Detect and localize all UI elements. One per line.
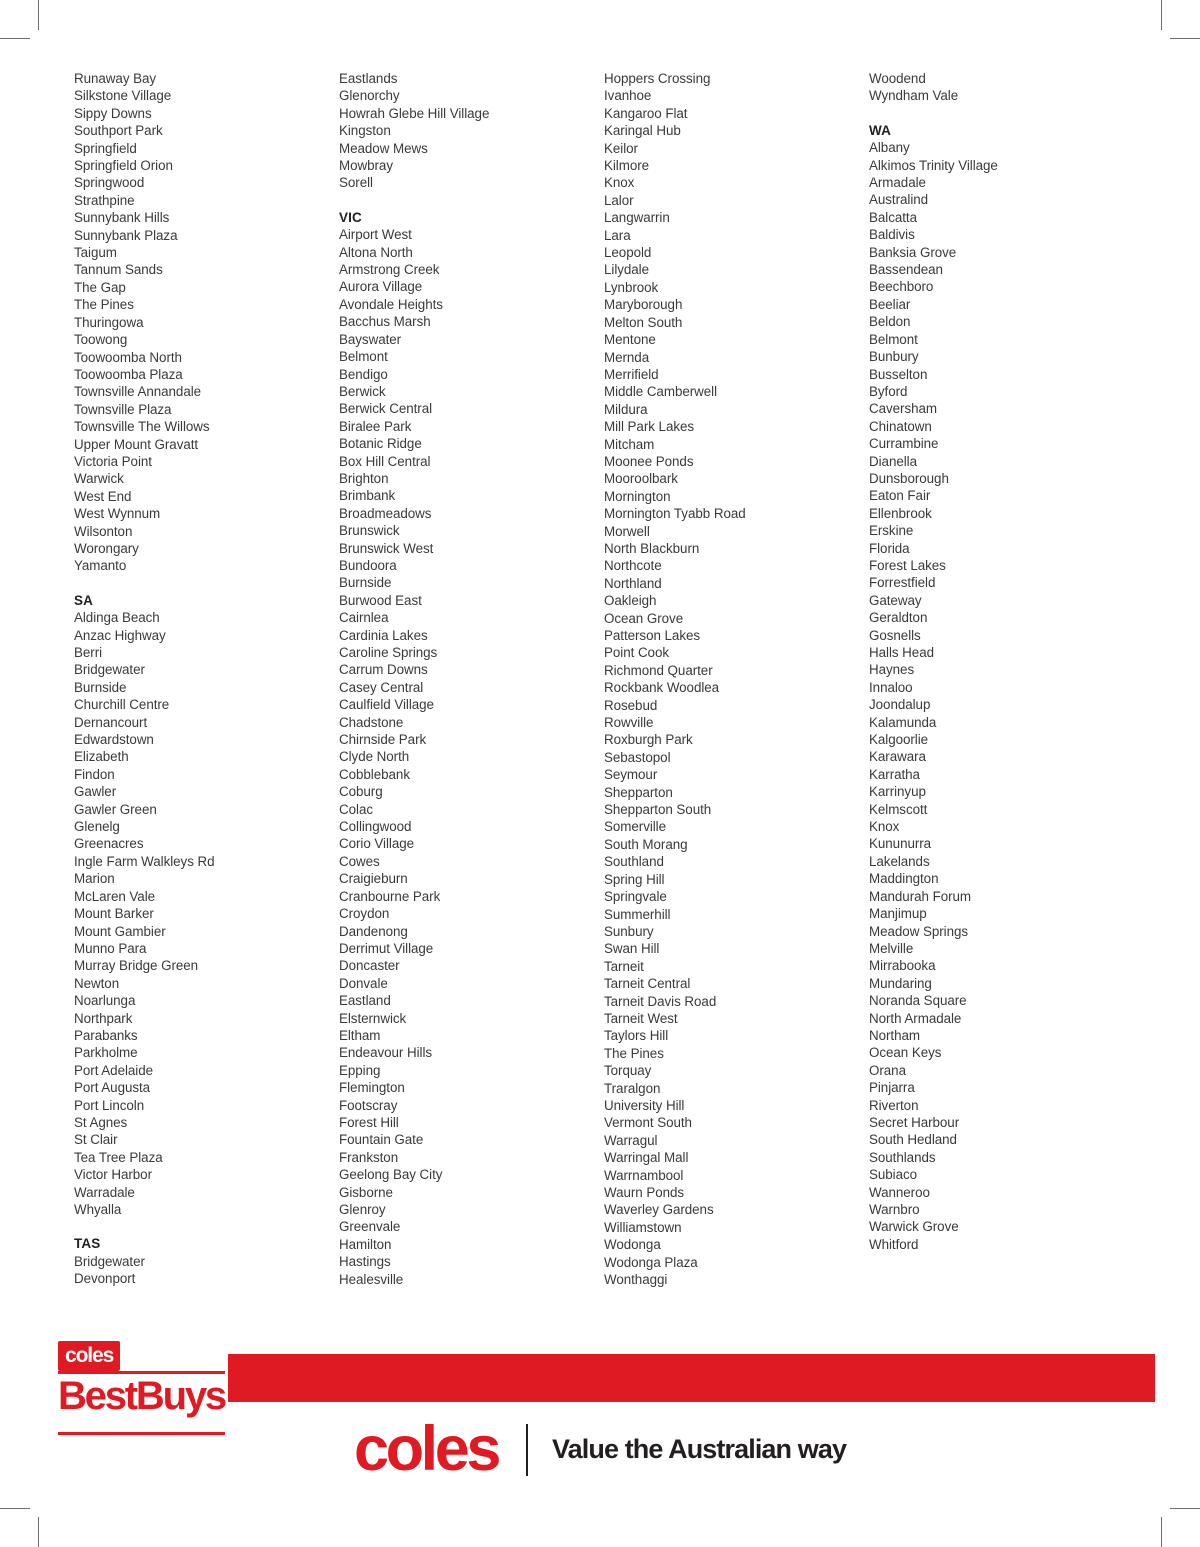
store-name: Traralgon [604, 1080, 661, 1096]
store-name: Dandenong [339, 923, 408, 939]
store-name: Southport Park [74, 123, 163, 139]
store-name: Lilydale [604, 262, 650, 278]
store-name: Byford [869, 383, 908, 399]
store-name: The Pines [604, 1045, 664, 1061]
store-name: Langwarrin [604, 210, 670, 226]
store-name: Hamilton [339, 1236, 392, 1252]
store-name: Melville [869, 940, 914, 956]
store-name: Oakleigh [604, 593, 657, 609]
store-name: Torquay [604, 1063, 652, 1079]
store-name: Beldon [869, 314, 911, 330]
store-name: Altona North [339, 244, 413, 260]
store-name: Carrum Downs [339, 662, 428, 678]
store-name: Croydon [339, 906, 390, 922]
store-name: Elsternwick [339, 1010, 407, 1026]
store-name: Southland [604, 854, 664, 870]
store-name: Glenroy [339, 1202, 386, 1217]
store-name: Currambine [869, 436, 939, 452]
store-name: Bayswater [339, 331, 402, 347]
store-name: Townsville The Willows [74, 419, 210, 435]
store-name: Armadale [869, 175, 926, 191]
store-name: Point Cook [604, 645, 670, 661]
store-name: Joondalup [869, 697, 931, 713]
store-name: Summerhill [604, 906, 671, 922]
store-name: Berri [74, 645, 103, 660]
store-name: Colac [339, 801, 373, 817]
store-name: Waurn Ponds [604, 1185, 685, 1200]
store-name: Halls Head [869, 645, 934, 660]
store-name: Seymour [604, 767, 658, 783]
store-name: Churchill Centre [74, 697, 170, 713]
store-name: Lakelands [869, 853, 930, 869]
store-name: Victor Harbor [74, 1167, 152, 1183]
store-name: Tannum Sands [74, 262, 163, 278]
store-name: Footscray [339, 1097, 398, 1113]
best-buys-wordmark: BestBuys [58, 1374, 225, 1418]
store-name: Keilor [604, 140, 638, 156]
store-name: Maryborough [604, 297, 683, 313]
store-name: Caroline Springs [339, 645, 438, 660]
store-name: Burwood East [339, 592, 422, 608]
store-name: Silkstone Village [74, 88, 172, 104]
store-name: Rockbank Woodlea [604, 680, 720, 696]
coles-wordmark: coles [353, 1414, 499, 1484]
store-name: Balcatta [869, 209, 917, 225]
store-name: Fountain Gate [339, 1132, 424, 1148]
store-name: Mornington [604, 488, 671, 504]
store-name: Dunsborough [869, 470, 949, 486]
store-name: Anzac Highway [74, 627, 166, 643]
store-name: Thuringowa [74, 314, 144, 330]
store-name: Secret Harbour [869, 1114, 960, 1130]
store-name: Vermont South [604, 1115, 692, 1131]
masterbrand-divider [526, 1424, 528, 1476]
store-name: Toowoomba Plaza [74, 366, 183, 382]
crop-mark-bottom-left-vertical [38, 1517, 39, 1547]
store-name: Williamstown [604, 1219, 682, 1235]
store-name: Pinjarra [869, 1080, 915, 1096]
store-name: Dernancourt [74, 714, 148, 730]
store-name: Ellenbrook [869, 505, 932, 521]
store-name: Sunbury [604, 923, 654, 939]
store-name: Karratha [869, 766, 920, 782]
store-name: Richmond Quarter [604, 662, 713, 678]
crop-mark-bottom-right-vertical [1161, 1517, 1162, 1547]
store-name: Subiaco [869, 1167, 918, 1183]
store-name: Erskine [869, 523, 914, 539]
store-name: Melton South [604, 314, 683, 330]
store-name: Mandurah Forum [869, 888, 972, 904]
store-name: Bendigo [339, 366, 388, 382]
store-name: Mornington Tyabb Road [604, 506, 746, 522]
store-name: Hastings [339, 1254, 391, 1270]
store-name: Moonee Ponds [604, 453, 694, 469]
store-name: Taigum [74, 245, 117, 261]
store-name: Swan Hill [604, 941, 660, 957]
store-name: Wanneroo [869, 1184, 930, 1200]
store-name: Taylors Hill [604, 1028, 669, 1044]
store-name: Meadow Mews [339, 140, 428, 156]
store-name: Australind [869, 192, 929, 208]
store-name: The Gap [74, 279, 126, 295]
store-name: Townsville Plaza [74, 401, 172, 417]
store-name: Mount Gambier [74, 923, 166, 939]
store-name: Forest Hill [339, 1114, 399, 1130]
store-name: Chinatown [869, 418, 932, 434]
store-name: Bridgewater [74, 1253, 145, 1269]
store-name: Wodonga Plaza [604, 1254, 698, 1270]
store-name: Knox [869, 819, 900, 835]
store-name: Gisborne [339, 1184, 393, 1200]
store-name: Roxburgh Park [604, 732, 693, 748]
store-name: Geraldton [869, 610, 928, 626]
store-name: Forrestfield [869, 575, 936, 591]
store-name: Sunnybank Hills [74, 210, 170, 226]
store-name: Donvale [339, 975, 388, 991]
store-name: Knox [604, 175, 635, 191]
store-name: South Morang [604, 836, 688, 852]
store-name: Banksia Grove [869, 244, 957, 260]
store-name: Haynes [869, 662, 915, 678]
store-name: North Armadale [869, 1010, 962, 1026]
store-name: Wilsonton [74, 523, 133, 539]
store-name: Whyalla [74, 1202, 122, 1217]
store-name: Brunswick [339, 523, 400, 539]
store-name: Northam [869, 1027, 920, 1043]
store-name: Sippy Downs [74, 105, 152, 121]
store-name: Ivanhoe [604, 88, 652, 104]
store-name: Gosnells [869, 627, 921, 643]
store-name: Bridgewater [74, 662, 145, 678]
store-name: Warwick [74, 471, 124, 487]
red-banner-bar [228, 1354, 1155, 1402]
store-name: Kelmscott [869, 801, 928, 817]
store-name: Collingwood [339, 819, 412, 835]
store-name: Ocean Keys [869, 1045, 942, 1061]
store-name: Noarlunga [74, 993, 136, 1009]
store-name: Frankston [339, 1149, 399, 1165]
crop-mark-top-right-horizontal [1170, 38, 1200, 39]
store-name: Warwick Grove [869, 1219, 959, 1235]
store-name: Toowong [74, 332, 128, 348]
store-name: Springfield [74, 140, 137, 156]
store-name: Riverton [869, 1097, 919, 1113]
store-name: Forest Lakes [869, 557, 946, 573]
store-name: Toowoomba North [74, 349, 182, 365]
store-name: Shepparton South [604, 802, 712, 818]
store-name: Edwardstown [74, 732, 154, 748]
store-name: Kilmore [604, 158, 650, 174]
crop-mark-bottom-right-horizontal [1170, 1508, 1200, 1509]
store-name: Maddington [869, 871, 939, 887]
store-name: Lalor [604, 192, 634, 208]
store-name: Albany [869, 140, 910, 156]
store-name: Springwood [74, 175, 145, 191]
store-name: Belmont [339, 349, 388, 365]
store-name: Ingle Farm Walkleys Rd [74, 853, 215, 869]
store-name: Eastlands [339, 71, 398, 86]
store-name: Glenorchy [339, 88, 400, 104]
store-name: Kangaroo Flat [604, 105, 688, 121]
store-name: Upper Mount Gravatt [74, 436, 199, 452]
state-heading-tas: TAS [74, 1236, 101, 1252]
store-name: Somerville [604, 819, 667, 835]
store-name: Devonport [74, 1271, 136, 1287]
store-name: Noranda Square [869, 993, 967, 1009]
store-name: Wyndham Vale [869, 88, 959, 104]
store-name: Tarneit West [604, 1010, 678, 1026]
store-name: Mowbray [339, 158, 393, 174]
store-name: Botanic Ridge [339, 436, 422, 452]
store-name: Gawler Green [74, 801, 157, 817]
store-name: Leopold [604, 245, 652, 261]
store-name: Howrah Glebe Hill Village [339, 105, 490, 121]
store-name: Southlands [869, 1149, 936, 1165]
store-name: Mooroolbark [604, 471, 678, 487]
state-heading-vic: VIC [339, 209, 362, 225]
store-name: Chadstone [339, 714, 404, 730]
store-name: Bundoora [339, 557, 397, 573]
store-name: Kingston [339, 123, 391, 139]
store-name: Brunswick West [339, 540, 434, 556]
store-name: Woodend [869, 71, 926, 86]
store-name: Gateway [869, 592, 922, 608]
store-name: Spring Hill [604, 871, 665, 887]
store-name: Mount Barker [74, 906, 154, 922]
store-name: Cranbourne Park [339, 888, 441, 904]
store-name: Geelong Bay City [339, 1167, 443, 1183]
store-column-4 [869, 70, 1124, 1253]
store-name: Karawara [869, 749, 926, 765]
store-name: Bacchus Marsh [339, 314, 431, 330]
store-name: Chirnside Park [339, 732, 427, 748]
store-name: Bassendean [869, 262, 943, 278]
store-name: West End [74, 488, 132, 504]
store-name: Patterson Lakes [604, 628, 701, 643]
store-name: Townsville Annandale [74, 384, 202, 400]
store-name: Sunnybank Plaza [74, 227, 178, 243]
store-name: Springvale [604, 889, 667, 905]
store-name: Tarneit Central [604, 976, 691, 992]
store-name: Warnbro [869, 1202, 920, 1217]
store-name: Springfield Orion [74, 158, 173, 174]
store-column-1 [74, 70, 339, 1288]
store-name: Burnside [339, 575, 392, 591]
store-name: Broadmeadows [339, 505, 432, 521]
store-name: Marion [74, 871, 115, 887]
store-name: Cairnlea [339, 610, 389, 626]
store-list [74, 70, 1124, 1288]
store-name: West Wynnum [74, 506, 161, 522]
store-name: Clyde North [339, 749, 410, 765]
store-name: Whitford [869, 1236, 919, 1252]
store-name: Mill Park Lakes [604, 419, 695, 435]
store-name: Strathpine [74, 192, 135, 208]
store-name: Elizabeth [74, 749, 129, 765]
store-name: Mundaring [869, 975, 932, 991]
store-name: Beeliar [869, 296, 911, 312]
store-name: Karrinyup [869, 784, 926, 800]
store-name: Healesville [339, 1271, 404, 1287]
store-name: Doncaster [339, 958, 400, 974]
store-name: Northcote [604, 558, 662, 574]
store-name: The Pines [74, 297, 134, 313]
store-name: Northland [604, 575, 662, 591]
store-name: South Hedland [869, 1132, 957, 1148]
store-name: Kalamunda [869, 714, 937, 730]
store-name: Munno Para [74, 940, 147, 956]
store-name: Middle Camberwell [604, 384, 718, 400]
store-name: Northpark [74, 1010, 133, 1026]
store-name: McLaren Vale [74, 888, 156, 904]
store-name: Glenelg [74, 819, 120, 835]
store-name: Craigieburn [339, 871, 408, 887]
store-name: Biralee Park [339, 418, 412, 434]
store-name: Bunbury [869, 349, 919, 365]
store-name: Flemington [339, 1080, 405, 1096]
store-name: Hoppers Crossing [604, 71, 711, 86]
store-name: Mernda [604, 349, 650, 365]
store-column-3 [604, 70, 869, 1288]
store-name: Eaton Fair [869, 488, 931, 504]
state-heading-wa: WA [869, 122, 891, 138]
best-buys-coles-chip: coles [58, 1341, 120, 1371]
store-name: Port Augusta [74, 1080, 151, 1096]
store-name: Sorell [339, 175, 373, 191]
store-name: Beechboro [869, 279, 934, 295]
store-name: Rowville [604, 715, 654, 731]
store-name: Runaway Bay [74, 71, 157, 86]
store-name: Lynbrook [604, 279, 659, 295]
store-name: Morwell [604, 523, 650, 539]
coles-tagline: Value the Australian way [552, 1434, 847, 1464]
store-name: Lara [604, 227, 631, 243]
store-name: Box Hill Central [339, 453, 431, 469]
store-name: Warradale [74, 1184, 135, 1200]
store-name: Berwick [339, 383, 386, 399]
store-name: Warragul [604, 1132, 658, 1148]
crop-mark-top-left-horizontal [0, 38, 30, 39]
store-name: Corio Village [339, 836, 415, 852]
store-name: Newton [74, 975, 120, 991]
store-name: Ocean Grove [604, 610, 684, 626]
store-name: Coburg [339, 784, 383, 800]
store-name: Aldinga Beach [74, 610, 160, 626]
store-name: St Agnes [74, 1114, 128, 1130]
store-name: Merrifield [604, 366, 659, 382]
store-name: Rosebud [604, 697, 658, 713]
store-column-2 [339, 70, 604, 1288]
store-name: Burnside [74, 679, 127, 695]
coles-masterbrand-footer [0, 1414, 1200, 1484]
store-name: Cardinia Lakes [339, 627, 428, 643]
store-name: Victoria Point [74, 453, 152, 469]
store-name: Innaloo [869, 679, 913, 695]
store-name: Port Adelaide [74, 1062, 154, 1078]
store-name: North Blackburn [604, 540, 700, 556]
store-name: Kalgoorlie [869, 732, 929, 748]
store-name: Baldivis [869, 227, 915, 243]
store-name: Yamanto [74, 558, 127, 574]
store-name: Aurora Village [339, 279, 423, 295]
store-name: Casey Central [339, 679, 424, 695]
store-name: Avondale Heights [339, 296, 443, 312]
store-name: Eastland [339, 993, 391, 1009]
store-name: Mentone [604, 332, 656, 348]
store-name: Mitcham [604, 436, 655, 452]
store-name: Florida [869, 540, 910, 556]
store-name: St Clair [74, 1132, 118, 1148]
store-name: Wonthaggi [604, 1272, 668, 1288]
crop-mark-top-left-vertical [38, 0, 39, 30]
store-name: Endeavour Hills [339, 1045, 433, 1061]
store-name: Tarneit [604, 958, 644, 974]
store-name: Mildura [604, 401, 648, 417]
store-name: Manjimup [869, 906, 927, 922]
store-name: Epping [339, 1062, 381, 1078]
coles-best-buys-logo [58, 1341, 228, 1417]
store-name: Dianella [869, 453, 917, 469]
store-name: Tarneit Davis Road [604, 993, 717, 1009]
store-name: Alkimos Trinity Village [869, 157, 998, 173]
store-name: Karingal Hub [604, 123, 681, 139]
store-name: Parkholme [74, 1045, 138, 1061]
store-name: Mirrabooka [869, 958, 936, 974]
store-name: Eltham [339, 1027, 381, 1043]
state-heading-sa: SA [74, 592, 93, 608]
store-name: Parabanks [74, 1027, 138, 1043]
store-name: Brimbank [339, 488, 396, 504]
best-buys-rule-top [58, 1371, 225, 1374]
store-name: Wodonga [604, 1237, 661, 1253]
store-name: University Hill [604, 1097, 685, 1113]
store-name: Cobblebank [339, 766, 410, 782]
store-name: Warringal Mall [604, 1150, 689, 1166]
store-name: Murray Bridge Green [74, 958, 199, 974]
store-name: Worongary [74, 540, 139, 556]
store-name: Orana [869, 1062, 906, 1078]
store-name: Port Lincoln [74, 1097, 145, 1113]
crop-mark-bottom-left-horizontal [0, 1508, 30, 1509]
store-name: Meadow Springs [869, 923, 969, 939]
store-name: Greenacres [74, 836, 144, 852]
store-name: Caversham [869, 401, 938, 417]
store-name: Caulfield Village [339, 697, 434, 713]
store-name: Findon [74, 766, 115, 782]
store-name: Berwick Central [339, 401, 433, 417]
store-name: Belmont [869, 331, 918, 347]
store-name: Shepparton [604, 784, 673, 800]
store-name: Tea Tree Plaza [74, 1149, 163, 1165]
store-name: Gawler [74, 784, 117, 800]
store-name: Warrnambool [604, 1167, 684, 1183]
store-name: Greenvale [339, 1219, 401, 1235]
store-name: Brighton [339, 470, 389, 486]
store-name: Waverley Gardens [604, 1202, 714, 1218]
store-name: Airport West [339, 227, 412, 243]
store-name: Derrimut Village [339, 940, 434, 956]
store-name: Armstrong Creek [339, 262, 440, 278]
store-name: Cowes [339, 853, 380, 869]
store-name: Sebastopol [604, 749, 671, 765]
store-name: Busselton [869, 366, 928, 382]
store-name: Kununurra [869, 836, 932, 852]
crop-mark-top-right-vertical [1161, 0, 1162, 30]
